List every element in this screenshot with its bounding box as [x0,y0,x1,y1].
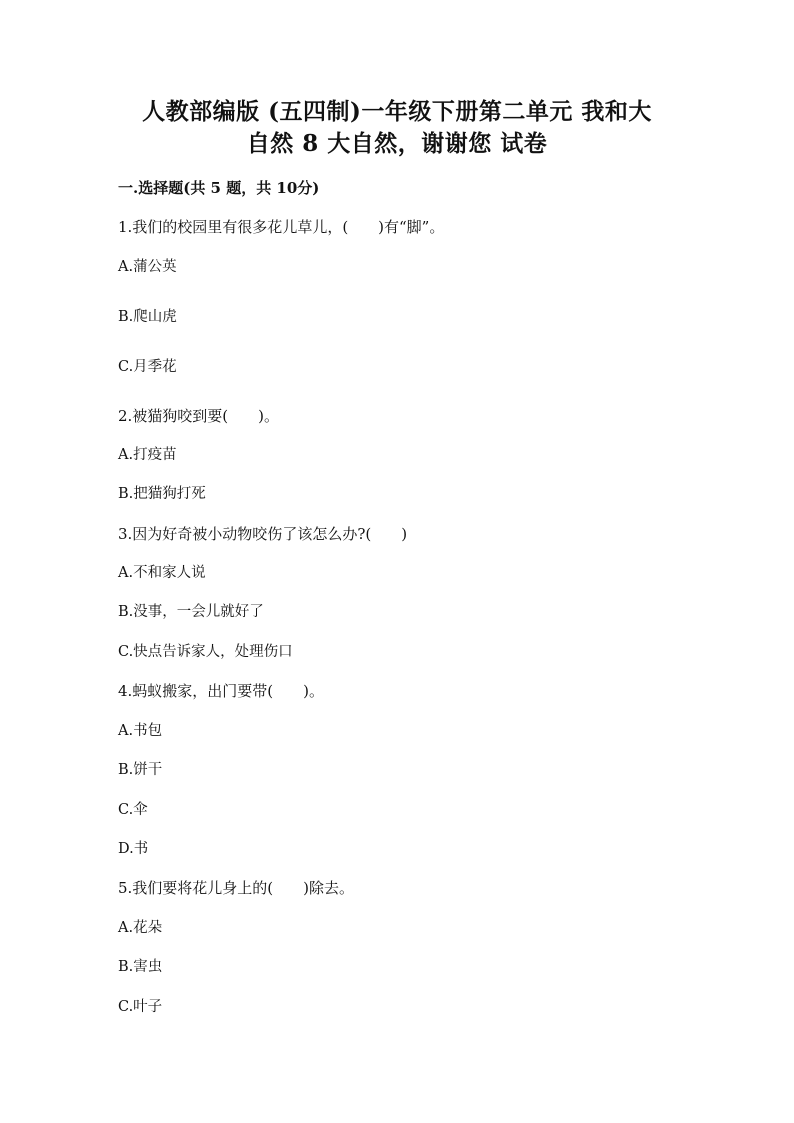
question-4-stem: 4.蚂蚁搬家，出门要带( )。 [118,682,325,700]
question-3-option-c: C.快点告诉家人，处理伤口 [118,644,293,660]
question-5-option-c: C.叶子 [118,999,163,1015]
question-5-stem: 5.我们要将花儿身上的( )除去。 [118,879,355,897]
page-title-line-1: 人教部编版 (五四制)一年级下册第二单元 我和大 [142,98,652,125]
question-5-option-b: B.害虫 [118,959,163,975]
page-title-line-2: 自然 8 大自然，谢谢您 试卷 [246,130,548,157]
question-1-stem: 1.我们的校园里有很多花儿草儿，( )有“脚”。 [118,218,445,236]
question-2-option-b: B.把猫狗打死 [118,486,206,502]
question-3-option-a: A.不和家人说 [118,565,206,581]
question-4-option-a: A.书包 [118,723,163,739]
question-4-option-d: D.书 [118,841,149,857]
question-4-option-b: B.饼干 [118,762,163,778]
question-5-option-a: A.花朵 [118,920,163,936]
question-1-option-b: B.爬山虎 [118,309,177,325]
question-1-option-c: C.月季花 [118,359,177,375]
question-2-stem: 2.被猫狗咬到要( )。 [118,407,280,425]
question-1-option-a: A.蒲公英 [118,259,177,275]
question-3-option-b: B.没事，一会儿就好了 [118,604,264,620]
question-3-stem: 3.因为好奇被小动物咬伤了该怎么办?( ) [118,525,408,543]
question-2-option-a: A.打疫苗 [118,447,177,463]
question-4-option-c: C.伞 [118,802,148,818]
section-heading: 一.选择题(共 5 题，共 10分) [118,179,320,197]
